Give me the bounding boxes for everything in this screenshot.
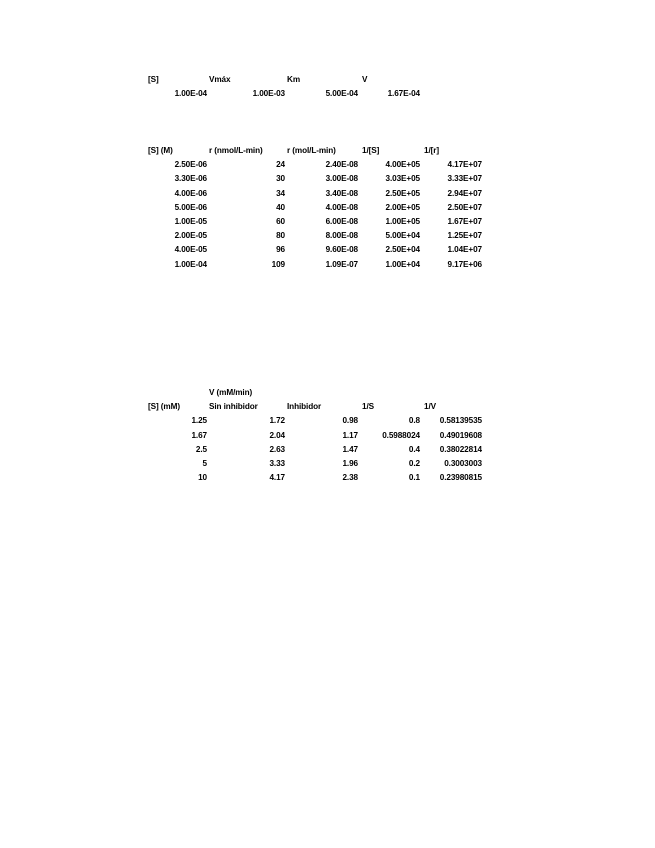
cell-rate-nmol: 80 <box>276 231 285 241</box>
cell-rate-nmol: 109 <box>271 259 285 269</box>
cell-inverse-v: 0.38022814 <box>439 444 482 454</box>
cell-inverse-s: 5.00E+04 <box>385 231 420 241</box>
cell-inhibitor: 0.98 <box>342 416 358 426</box>
cell-no-inhibitor: 4.17 <box>269 473 285 483</box>
cell-inverse-s: 0.1 <box>408 473 420 483</box>
cell-inverse-s: 2.50E+04 <box>385 245 420 255</box>
header-inverse-s: 1/S <box>362 402 374 412</box>
cell-inverse-s: 1.00E+04 <box>385 259 420 269</box>
cell-inhibitor: 1.47 <box>342 444 358 454</box>
inhibition-table <box>0 386 655 485</box>
table-group-header-row <box>0 386 655 400</box>
cell-inhibitor: 1.96 <box>342 458 358 468</box>
cell-v: 1.67E-04 <box>387 89 420 99</box>
cell-no-inhibitor: 3.33 <box>269 458 285 468</box>
cell-inverse-s: 2.50E+05 <box>385 188 420 198</box>
header-inverse-s: 1/[S] <box>362 146 380 155</box>
cell-substrate-mm: 1.25 <box>191 416 207 426</box>
table-row <box>0 243 655 257</box>
cell-rate-mol: 8.00E-08 <box>325 231 358 241</box>
cell-inverse-s: 0.8 <box>408 416 420 426</box>
cell-no-inhibitor: 2.04 <box>269 430 285 440</box>
header-no-inhibitor: Sin inhibidor <box>209 402 258 412</box>
cell-inverse-s: 4.00E+05 <box>385 160 420 170</box>
header-inverse-r: 1/[r] <box>424 146 439 155</box>
cell-no-inhibitor: 1.72 <box>269 416 285 426</box>
cell-substrate-m: 2.50E-06 <box>174 160 207 170</box>
cell-inhibitor: 2.38 <box>342 473 358 483</box>
table-row <box>0 471 655 485</box>
cell-inverse-v: 0.23980815 <box>439 473 482 483</box>
cell-inverse-r: 2.50E+07 <box>447 202 482 212</box>
cell-substrate-m: 1.00E-04 <box>174 259 207 269</box>
cell-rate-nmol: 96 <box>276 245 285 255</box>
cell-substrate-m: 1.00E-05 <box>174 216 207 226</box>
cell-substrate-m: 3.30E-06 <box>174 174 207 184</box>
cell-substrate-m: 4.00E-05 <box>174 245 207 255</box>
cell-inhibitor: 1.17 <box>342 430 358 440</box>
header-vmax: Vmáx <box>209 75 231 84</box>
cell-inverse-v: 0.3003003 <box>444 458 482 468</box>
cell-substrate-m: 2.00E-05 <box>174 231 207 241</box>
table-row <box>0 172 655 186</box>
table-row <box>0 229 655 243</box>
header-rate-mol: r (mol/L-min) <box>287 146 336 155</box>
cell-rate-mol: 3.00E-08 <box>325 174 358 184</box>
cell-inverse-r: 9.17E+06 <box>447 259 482 269</box>
cell-rate-mol: 4.00E-08 <box>325 202 358 212</box>
cell-rate-mol: 6.00E-08 <box>325 216 358 226</box>
cell-rate-mol: 1.09E-07 <box>325 259 358 269</box>
header-velocity-group: V (mM/min) <box>209 388 253 397</box>
header-v: V <box>362 75 368 84</box>
table-row <box>0 201 655 215</box>
cell-inverse-r: 4.17E+07 <box>447 160 482 170</box>
cell-inverse-s: 1.00E+05 <box>385 216 420 226</box>
table-header-row <box>0 400 655 414</box>
cell-inverse-r: 1.67E+07 <box>447 216 482 226</box>
cell-inverse-r: 3.33E+07 <box>447 174 482 184</box>
cell-vmax: 1.00E-03 <box>252 89 285 99</box>
cell-rate-nmol: 34 <box>276 188 285 198</box>
cell-inverse-s: 0.5988024 <box>382 430 420 440</box>
cell-substrate-m: 4.00E-06 <box>174 188 207 198</box>
cell-substrate-mm: 1.67 <box>191 430 207 440</box>
table-row <box>0 87 655 101</box>
cell-inverse-r: 2.94E+07 <box>447 188 482 198</box>
header-rate-nmol: r (nmol/L-min) <box>209 146 263 155</box>
cell-inverse-s: 0.2 <box>408 458 420 468</box>
header-substrate: [S] <box>148 75 159 84</box>
cell-inverse-s: 3.03E+05 <box>385 174 420 184</box>
table-row <box>0 429 655 443</box>
kinetics-constants-table <box>0 73 655 101</box>
rate-data-table <box>0 144 655 272</box>
cell-inverse-v: 0.58139535 <box>439 416 482 426</box>
cell-rate-mol: 2.40E-08 <box>325 160 358 170</box>
cell-inverse-s: 0.4 <box>408 444 420 454</box>
cell-rate-mol: 3.40E-08 <box>325 188 358 198</box>
table-row <box>0 414 655 428</box>
header-substrate-m: [S] (M) <box>148 146 173 155</box>
cell-km: 5.00E-04 <box>325 89 358 99</box>
cell-rate-nmol: 40 <box>276 202 285 212</box>
cell-inverse-r: 1.04E+07 <box>447 245 482 255</box>
table-row <box>0 258 655 272</box>
cell-rate-nmol: 60 <box>276 216 285 226</box>
table-header-row <box>0 73 655 87</box>
cell-substrate-m: 5.00E-06 <box>174 202 207 212</box>
cell-inverse-v: 0.49019608 <box>439 430 482 440</box>
table-header-row <box>0 144 655 158</box>
cell-no-inhibitor: 2.63 <box>269 444 285 454</box>
header-km: Km <box>287 75 300 84</box>
cell-rate-nmol: 30 <box>276 174 285 184</box>
cell-inverse-r: 1.25E+07 <box>447 231 482 241</box>
cell-inverse-s: 2.00E+05 <box>385 202 420 212</box>
cell-substrate-mm: 10 <box>198 473 207 483</box>
cell-rate-nmol: 24 <box>276 160 285 170</box>
cell-substrate-mm: 5 <box>202 458 207 468</box>
header-inverse-v: 1/V <box>424 402 436 412</box>
table-row <box>0 215 655 229</box>
table-row <box>0 443 655 457</box>
header-inhibitor: Inhibidor <box>287 402 322 412</box>
table-row <box>0 158 655 172</box>
table-row <box>0 187 655 201</box>
header-substrate-mm: [S] (mM) <box>148 402 180 412</box>
cell-substrate: 1.00E-04 <box>174 89 207 99</box>
table-row <box>0 457 655 471</box>
cell-rate-mol: 9.60E-08 <box>325 245 358 255</box>
cell-substrate-mm: 2.5 <box>195 444 207 454</box>
